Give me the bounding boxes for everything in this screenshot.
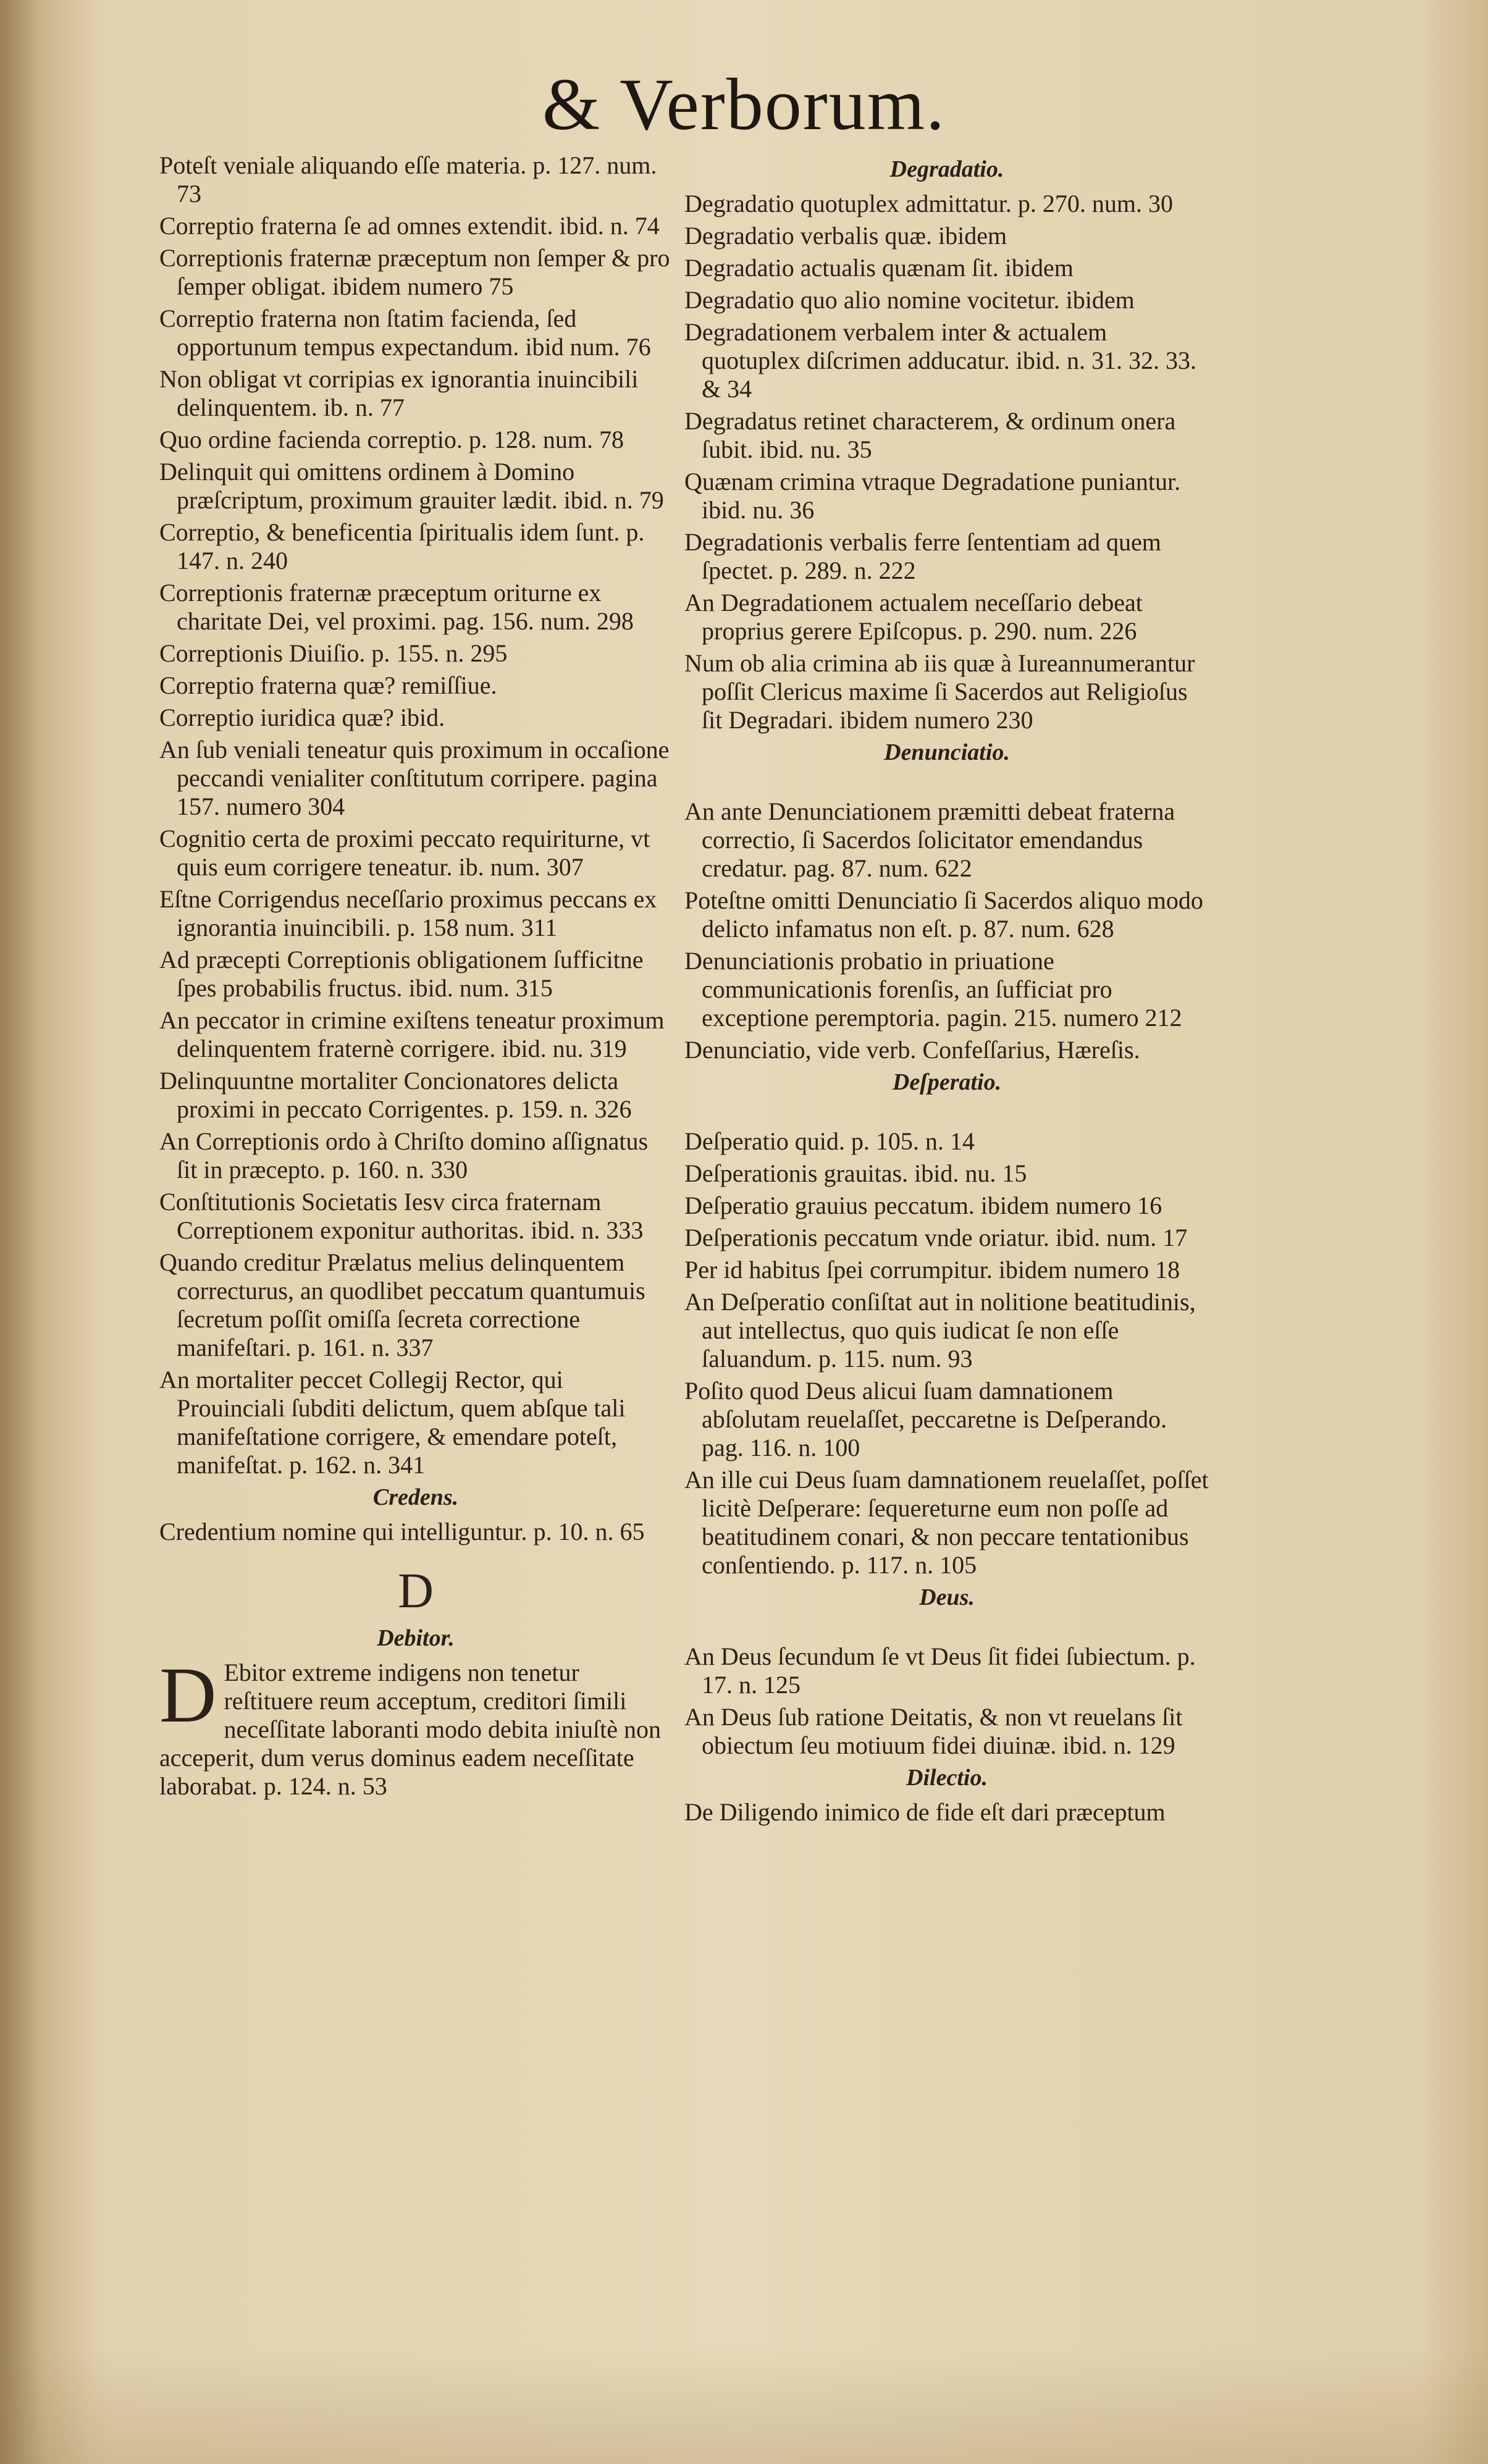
index-entry: Correptio fraterna non ſtatim facienda, ſed opportunum tempus expectandum. ibid num. 76 <box>159 305 651 361</box>
index-entry: Conſtitutionis Societatis Iesv circa fraternam Correptionem exponitur authoritas. ibid. n. 333 <box>159 1188 644 1244</box>
index-entry: Degradatio actualis quænam ſit. ibidem <box>684 254 1074 282</box>
index-entry: Denunciationis probatio in priuatione communicationis forenſis, an ſufficiat pro exceptione peremptoria. pagin. 215. numero 212 <box>684 947 1182 1032</box>
index-entry: Num ob alia crimina ab iis quæ à Iureannumerantur poſſit Clericus maxime ſi Sacerdos aut Religioſus ſit Degradari. ibidem numero 230 <box>684 649 1195 734</box>
debitor-entry <box>159 1651 672 1801</box>
index-entry: Correptio fraterna ſe ad omnes extendit. ibid. n. 74 <box>159 212 660 240</box>
index-entry: An Correptionis ordo à Chriſto domino aſſignatus ſit in præcepto. p. 160. n. 330 <box>159 1127 649 1184</box>
page-bottom-stain <box>0 2347 1488 2464</box>
index-entry: Degradationem verbalem inter & actualem quotuplex diſcrimen adducatur. ibid. n. 31. 32. 33. & 34 <box>684 318 1196 403</box>
right-column <box>684 151 1209 1830</box>
index-entry: Poſito quod Deus alicui ſuam damnationem abſolutam reuelaſſet, peccaretne is Deſperando. pag. 116. n. 100 <box>684 1377 1167 1461</box>
index-entry: Poteſtne omitti Denunciatio ſi Sacerdos aliquo modo delicto infamatus non eſt. p. 87. num. 628 <box>684 886 1203 943</box>
index-entry: Poteſt veniale aliquando eſſe materia. p. 127. num. 73 <box>159 151 657 208</box>
index-entry: Deſperatio quid. p. 105. n. 14 <box>684 1127 975 1155</box>
index-entry: An Deſperatio conſiſtat aut in nolitione beatitudinis, aut intellectus, quo quis iudicat ſe non eſſe ſaluandum. p. 115. num. 93 <box>684 1288 1196 1373</box>
spacer <box>684 773 1209 797</box>
index-entry: Degradatio quo alio nomine vocitetur. ibidem <box>684 286 1135 314</box>
index-entry: Quænam crimina vtraque Degradatione puniantur. ibid. nu. 36 <box>684 468 1181 524</box>
debitor-text: Ebitor extreme indigens non tenetur reſtituere reum acceptum, creditori ſimili neceſſitate laboranti modo debita iniuſtè non acceperit, dum verus dominus eadem neceſſitate laborabat. p. 124. n. 53 <box>159 1659 661 1800</box>
index-entry: Credentium nomine qui intelliguntur. p. 10. n. 65 <box>159 1518 645 1545</box>
index-entry: Per id habitus ſpei corrumpitur. ibidem numero 18 <box>684 1256 1180 1284</box>
index-entry: Degradatus retinet characterem, & ordinum onera ſubit. ibid. nu. 35 <box>684 407 1176 463</box>
index-entry: An Deus ſub ratione Deitatis, & non vt reuelans ſit obiectum ſeu motiuum fidei diuinæ. ibid. n. 129 <box>684 1703 1183 1759</box>
index-entry: An peccator in crimine exiſtens teneatur proximum delinquentem fraternè corrigere. ibid. nu. 319 <box>159 1006 665 1062</box>
index-entry: Quo ordine facienda correptio. p. 128. num. 78 <box>159 426 624 453</box>
index-entry: Eſtne Corrigendus neceſſario proximus peccans ex ignorantia inuincibili. p. 158 num. 311 <box>159 885 657 941</box>
index-entry: An ſub veniali teneatur quis proximum in occaſione peccandi venialiter conſtitutum corripere. pagina 157. numero 304 <box>159 736 670 820</box>
index-entry: Correptionis Diuiſio. p. 155. n. 295 <box>159 639 508 667</box>
spacer <box>684 1618 1209 1642</box>
section-heading-dilectio: Dilectio. <box>906 1765 988 1791</box>
index-entry: Correptio iuridica quæ? ibid. <box>159 704 445 731</box>
drop-cap: D <box>159 1651 217 1739</box>
index-entry: Denunciatio, vide verb. Confeſſarius, Hæreſis. <box>684 1036 1140 1064</box>
index-entry: Delinquit qui omittens ordinem à Domino præſcriptum, proximum grauiter lædit. ibid. n. 79 <box>159 458 664 514</box>
index-entry: Correptionis fraternæ præceptum non ſemper & pro ſemper obligat. ibidem numero 75 <box>159 244 670 300</box>
index-entry: Deſperatio grauius peccatum. ibidem numero 16 <box>684 1192 1162 1219</box>
page-edge-stain <box>0 0 93 2464</box>
index-entry: Delinquuntne mortaliter Concionatores delicta proximi in peccato Corrigentes. p. 159. n. 326 <box>159 1067 632 1123</box>
section-heading-deus: Deus. <box>919 1584 975 1610</box>
section-heading-degradatio: Degradatio. <box>889 156 1004 182</box>
index-entry: Degradationis verbalis ferre ſententiam ad quem ſpectet. p. 289. n. 222 <box>684 528 1161 584</box>
index-entry: Degradatio verbalis quæ. ibidem <box>684 222 1007 250</box>
index-entry: Correptio fraterna quæ? remiſſiue. <box>159 671 497 699</box>
index-entry: Quando creditur Prælatus melius delinquentem correcturus, an quodlibet peccatum quantumuis ſecretum poſſit omiſſa ſecreta correctione manifeſtari. p. 161. n. 337 <box>159 1248 645 1361</box>
index-entry: Non obligat vt corripias ex ignorantia inuincibili delinquentem. ib. n. 77 <box>159 365 639 421</box>
index-entry: An ille cui Deus ſuam damnationem reuelaſſet, poſſet licitè Deſperare: ſequereturne eum non poſſe ad beatitudinem conari, & non peccare tentationibus conſentiendo. p. 117. n. 105 <box>684 1466 1209 1579</box>
index-entry: An Deus ſecundum ſe vt Deus ſit fidei ſubiectum. p. 17. n. 125 <box>684 1642 1196 1699</box>
index-entry: An ante Denunciationem præmitti debeat fraterna correctio, ſi Sacerdos ſolicitator emendandus credatur. pag. 87. num. 622 <box>684 797 1175 882</box>
left-column <box>159 151 672 1801</box>
index-entry: De Diligendo inimico de fide eſt dari præceptum <box>684 1798 1166 1826</box>
left-entries-top <box>159 151 672 1479</box>
index-entry: Degradatio quotuplex admittatur. p. 270. num. 30 <box>684 190 1173 217</box>
index-entry: Deſperationis peccatum vnde oriatur. ibid. num. 17 <box>684 1224 1188 1251</box>
spacer <box>684 1103 1209 1127</box>
index-entry: Correptionis fraternæ præceptum oriturne ex charitate Dei, vel proximi. pag. 156. num. 298 <box>159 579 634 635</box>
section-heading-credens: Credens. <box>372 1484 459 1510</box>
section-heading-denunciatio: Denunciatio. <box>884 739 1010 765</box>
index-entry: An mortaliter peccet Collegij Rector, qui Prouinciali ſubditi delictum, quem abſque tali manifeſtatione corrigere, & emendare poteſt, manifeſtat. p. 162. n. 341 <box>159 1366 626 1479</box>
index-entry: Cognitio certa de proximi peccato requiriturne, vt quis eum corrigere teneatur. ib. num. 307 <box>159 825 650 881</box>
index-entry: Deſperationis grauitas. ibid. nu. 15 <box>684 1159 1027 1187</box>
running-header: & Verborum. <box>542 63 946 145</box>
section-heading-debitor: Debitor. <box>377 1625 455 1651</box>
section-heading-desperatio: Deſperatio. <box>892 1069 1002 1095</box>
index-entry: Ad præcepti Correptionis obligationem ſufficitne ſpes probabilis fructus. ibid. num. 315 <box>159 946 644 1002</box>
index-entry: Correptio, & beneficentia ſpiritualis idem ſunt. p. 147. n. 240 <box>159 518 645 574</box>
index-entry: An Degradationem actualem neceſſario debeat proprius gerere Epiſcopus. p. 290. num. 226 <box>684 589 1143 645</box>
section-letter: D <box>398 1564 434 1618</box>
